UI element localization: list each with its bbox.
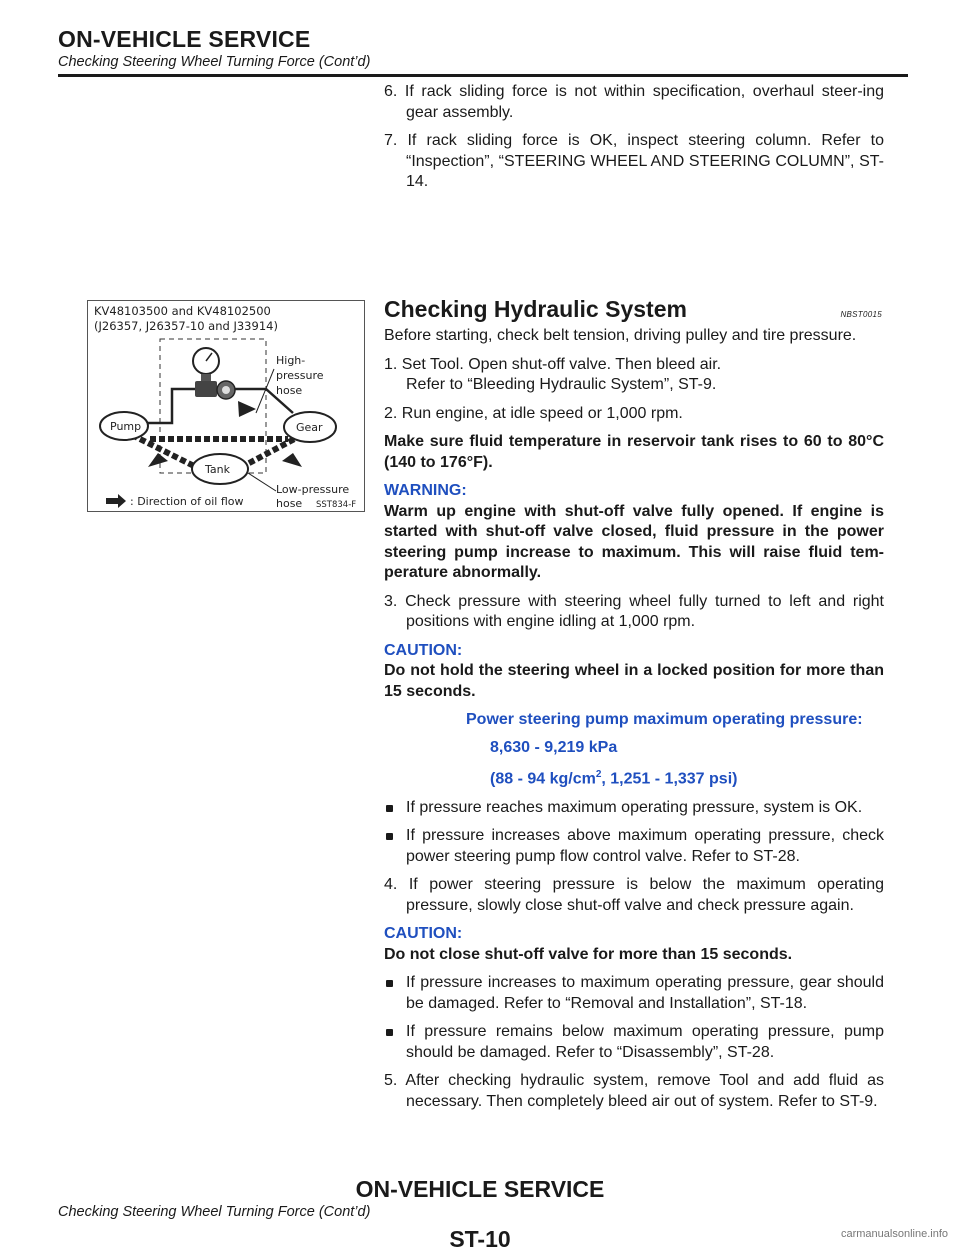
tool-number-line1: KV48103500 and KV48102500 bbox=[94, 304, 271, 318]
bullet-icon bbox=[386, 805, 393, 812]
flow-arrow-icon bbox=[282, 453, 302, 467]
label-low-pressure-hose-2: hose bbox=[276, 497, 303, 510]
step-6: 6. If rack sliding force is not within specification, overhaul steer-ing gear assembly. bbox=[384, 83, 884, 121]
footer-subtitle: Checking Steering Wheel Turning Force (Cont’d) bbox=[58, 1204, 371, 1220]
spec-title: Power steering pump maximum operating pressure: bbox=[466, 711, 863, 728]
lead-text: Before starting, check belt tension, driving pulley and tire pressure. bbox=[384, 327, 857, 344]
label-high-pressure-hose-2: pressure bbox=[276, 369, 324, 382]
bullet-2: If pressure increases above maximum operating pressure, check power steering pump flow control valve. Refer to ST-28. bbox=[384, 826, 884, 867]
step-1-sub: Refer to “Bleeding Hydraulic System”, ST-9. bbox=[406, 376, 717, 393]
bullet-icon bbox=[386, 1029, 393, 1036]
pressure-spec bbox=[384, 710, 884, 790]
page-number: ST-10 bbox=[449, 1226, 511, 1252]
step-5: 5. After checking hydraulic system, remove Tool and add fluid as necessary. Then completely bleed air out of system. Refer to ST-9. bbox=[384, 1072, 884, 1110]
page-footer bbox=[0, 1176, 960, 1253]
bullet-4: If pressure remains below maximum operating pressure, pump should be damaged. Refer to “Disassembly”, ST-28. bbox=[384, 1022, 884, 1063]
flow-arrow-icon bbox=[238, 401, 256, 417]
hydraulic-test-diagram bbox=[87, 300, 365, 512]
page-header bbox=[58, 26, 908, 71]
label-high-pressure-hose-3: hose bbox=[276, 384, 303, 397]
bullet-icon bbox=[386, 980, 393, 987]
step-7: 7. If rack sliding force is OK, inspect steering column. Refer to “Inspection”, “STEERING WHEEL AND STEERING COLUMN”, ST-14. bbox=[384, 132, 884, 190]
tool-number-line2: (J26357, J26357-10 and J33914) bbox=[94, 319, 278, 333]
page-title: ON-VEHICLE SERVICE bbox=[58, 26, 311, 52]
caution-text-1: Do not hold the steering wheel in a locked position for more than 15 seconds. bbox=[384, 662, 884, 700]
section-title: Checking Hydraulic System bbox=[384, 296, 687, 322]
label-pump: Pump bbox=[110, 420, 142, 433]
caution-label-1: CAUTION: bbox=[384, 641, 463, 659]
legend-text: : Direction of oil flow bbox=[130, 495, 244, 508]
flow-arrow-icon bbox=[148, 453, 168, 467]
section-code: NBST0015 bbox=[840, 310, 882, 319]
caution-text-2: Do not close shut-off valve for more than 15 seconds. bbox=[384, 945, 793, 963]
label-high-pressure-hose-1: High- bbox=[276, 354, 306, 367]
figure-code: SST834-F bbox=[316, 500, 357, 510]
diagram-drawing bbox=[88, 301, 364, 511]
step-3: 3. Check pressure with steering wheel fully turned to left and right positions with engine idling at 1,000 rpm. bbox=[384, 592, 884, 630]
label-low-pressure-hose-1: Low-pressure bbox=[276, 483, 350, 496]
page-subtitle: Checking Steering Wheel Turning Force (Cont’d) bbox=[58, 54, 371, 70]
shut-off-valve bbox=[195, 381, 217, 397]
step-4: 4. If power steering pressure is below the maximum operating pressure, slowly close shut-off valve and check pressure again. bbox=[384, 876, 884, 914]
section-heading bbox=[384, 296, 884, 323]
warning-label: WARNING: bbox=[384, 482, 467, 499]
section-body bbox=[384, 326, 884, 1120]
spec-value-kpa: 8,630 - 9,219 kPa bbox=[490, 738, 618, 756]
label-gear: Gear bbox=[296, 421, 323, 434]
step-1-text: 1. Set Tool. Open shut-off valve. Then bleed air. bbox=[384, 355, 722, 373]
intro-steps bbox=[384, 82, 884, 201]
step-2: 2. Run engine, at idle speed or 1,000 rpm. bbox=[384, 404, 683, 422]
header-rule bbox=[58, 74, 908, 77]
legend-arrow-icon bbox=[106, 494, 126, 508]
warning-text: Warm up engine with shut-off valve fully opened. If engine is started with shut-off valve closed, fluid pressure in the power steering pump increase to maximum. This will raise fluid tem-perature abnormally. bbox=[384, 502, 884, 581]
label-tank: Tank bbox=[205, 463, 230, 476]
temperature-note: Make sure fluid temperature in reservoir tank rises to 60 to 80°C (140 to 176°F). bbox=[384, 433, 884, 471]
bullet-1: If pressure reaches maximum operating pressure, system is OK. bbox=[384, 798, 884, 819]
step-1 bbox=[384, 355, 884, 396]
bullet-3: If pressure increases to maximum operating pressure, gear should be damaged. Refer to “Removal and Installation”, ST-18. bbox=[384, 973, 884, 1014]
footer-title: ON-VEHICLE SERVICE bbox=[355, 1176, 605, 1202]
caution-label-2: CAUTION: bbox=[384, 925, 463, 943]
watermark: carmanualsonline.info bbox=[840, 1228, 948, 1240]
bullet-icon bbox=[386, 833, 393, 840]
spec-value-kg-psi: (88 - 94 $kg/cm^2$, 1,251 - 1,337 psi) bbox=[490, 769, 738, 788]
